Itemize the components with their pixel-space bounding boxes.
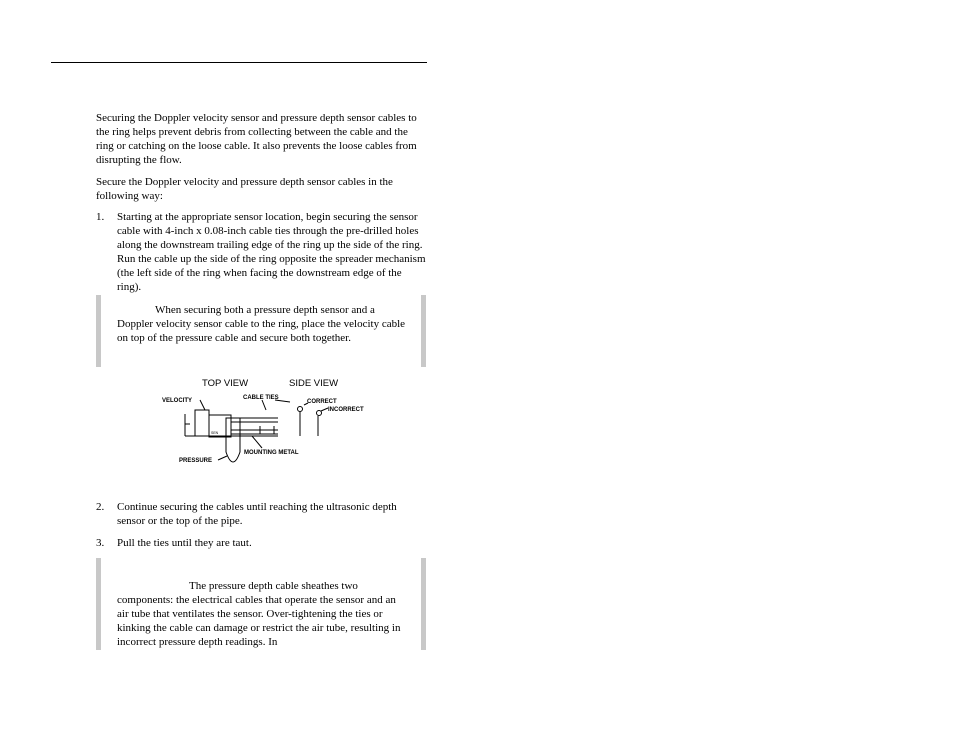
step-text: Starting at the appropriate sensor location, begin securing the sensor cable with 4-inch x 0.08-inch cable ties through the pre-drilled holes along the downstream trailing edge of the ring up the side of the ring. Run the cable up the side of the ring opposite the spreader mechanism (the left side of the ring when facing the downstream edge of the ring).: [117, 211, 426, 293]
note-box-2: [96, 558, 426, 650]
incorrect-label: INCORRECT: [328, 407, 364, 413]
intro-paragraph: Securing the Doppler velocity sensor and pressure depth sensor cables to the ring helps prevent debris from collecting between the cable and the ring or catching on the loose cable. It also prevents the loose cables from disrupting the flow.: [96, 112, 417, 166]
header-rule: [51, 62, 427, 63]
cable-tie-leader: [262, 400, 266, 410]
velocity-label: VELOCITY: [162, 398, 193, 404]
incorrect-tie-circle: [317, 411, 322, 416]
side-view-label: SIDE VIEW: [289, 378, 339, 389]
mounting-leader: [252, 436, 262, 448]
cable-securing-diagram: [150, 372, 390, 476]
correct-label: CORRECT: [307, 399, 337, 405]
sensor-tag-label: SEN: [211, 431, 219, 435]
velocity-leader: [200, 400, 205, 410]
note-text: When securing both a pressure depth sensor and a Doppler velocity sensor cable to the ring, place the velocity cable on top of the pressure cable and secure both together.: [117, 304, 406, 344]
velocity-sensor-shape: [195, 410, 209, 436]
correct-tie-circle: [298, 407, 303, 412]
step-number: 2.: [96, 501, 105, 513]
pressure-label: PRESSURE: [179, 458, 213, 464]
step-text: Pull the ties until they are taut.: [117, 537, 252, 549]
top-view-label: TOP VIEW: [202, 378, 249, 389]
note-box-1: [96, 295, 426, 367]
pressure-leader: [218, 456, 227, 460]
pressure-sensor-shape: [226, 418, 240, 462]
step-1: [96, 210, 426, 294]
mounting-metal-label: MOUNTING METAL: [244, 450, 299, 456]
lead-paragraph: Secure the Doppler velocity and pressure depth sensor cables in the following way:: [96, 176, 393, 202]
cable-ties-label: CABLE TIES: [243, 395, 279, 401]
step-text: Continue securing the cables until reaching the ultrasonic depth sensor or the top of the pipe.: [117, 501, 397, 527]
incorrect-leader: [321, 408, 328, 411]
caution-text: The pressure depth cable sheathes two components: the electrical cables that operate the sensor and an air tube that ventilates the sensor. Over-tightening the ties or kinking the cable can damage or restrict the air tube, resulting in incorrect pressure depth readings. In: [117, 580, 401, 648]
step-2: [96, 500, 426, 528]
step-3: [96, 536, 426, 550]
step-number: 3.: [96, 537, 105, 549]
step-number: 1.: [96, 211, 105, 223]
